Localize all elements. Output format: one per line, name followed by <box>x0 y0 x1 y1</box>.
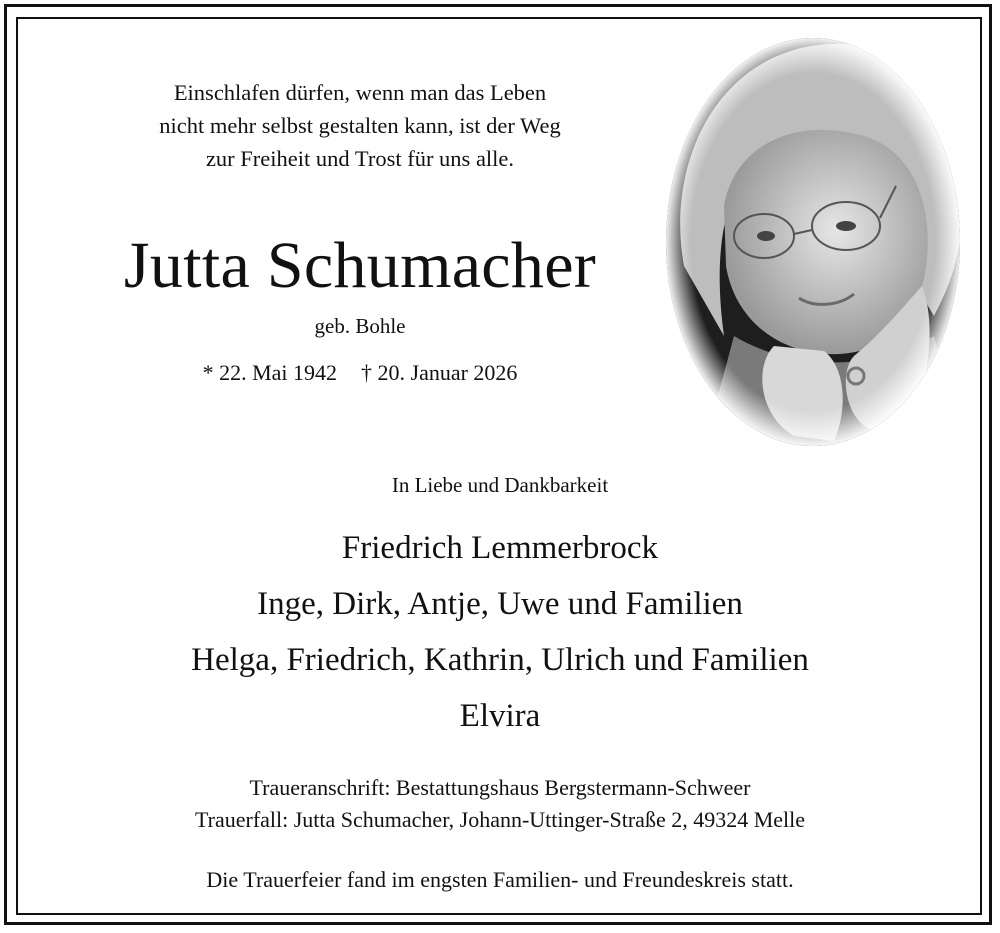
verse-line: Einschlafen dürfen, wenn man das Leben <box>173 80 547 105</box>
mourner-line: Elvira <box>459 698 541 734</box>
mourner-line: Helga, Friedrich, Kathrin, Ulrich und Familien <box>191 642 809 678</box>
deceased-name: Jutta Schumacher <box>123 229 597 302</box>
address-line: Trauerfall: Jutta Schumacher, Johann-Uttinger-Straße 2, 49324 Melle <box>194 807 806 832</box>
funeral-note: Die Trauerfeier fand im engsten Familien- und Freundeskreis statt. <box>206 867 794 892</box>
closing-phrase: In Liebe und Dankbarkeit <box>391 473 609 497</box>
life-dates <box>140 358 580 388</box>
death-date: † 20. Januar 2026 <box>361 360 518 385</box>
mourner-line: Friedrich Lemmerbrock <box>341 530 659 566</box>
address-line: Traueranschrift: Bestattungshaus Bergstermann-Schweer <box>249 775 751 800</box>
memorial-verse <box>95 76 625 175</box>
verse-line: nicht mehr selbst gestalten kann, ist der Weg <box>159 113 561 138</box>
mourning-address <box>60 772 940 836</box>
birth-name: geb. Bohle <box>314 314 406 338</box>
mourners-list <box>60 520 940 744</box>
portrait-photo <box>664 36 962 448</box>
birth-date: * 22. Mai 1942 <box>202 360 338 385</box>
mourner-line: Inge, Dirk, Antje, Uwe und Familien <box>257 586 743 622</box>
verse-line: zur Freiheit und Trost für uns alle. <box>205 146 515 171</box>
